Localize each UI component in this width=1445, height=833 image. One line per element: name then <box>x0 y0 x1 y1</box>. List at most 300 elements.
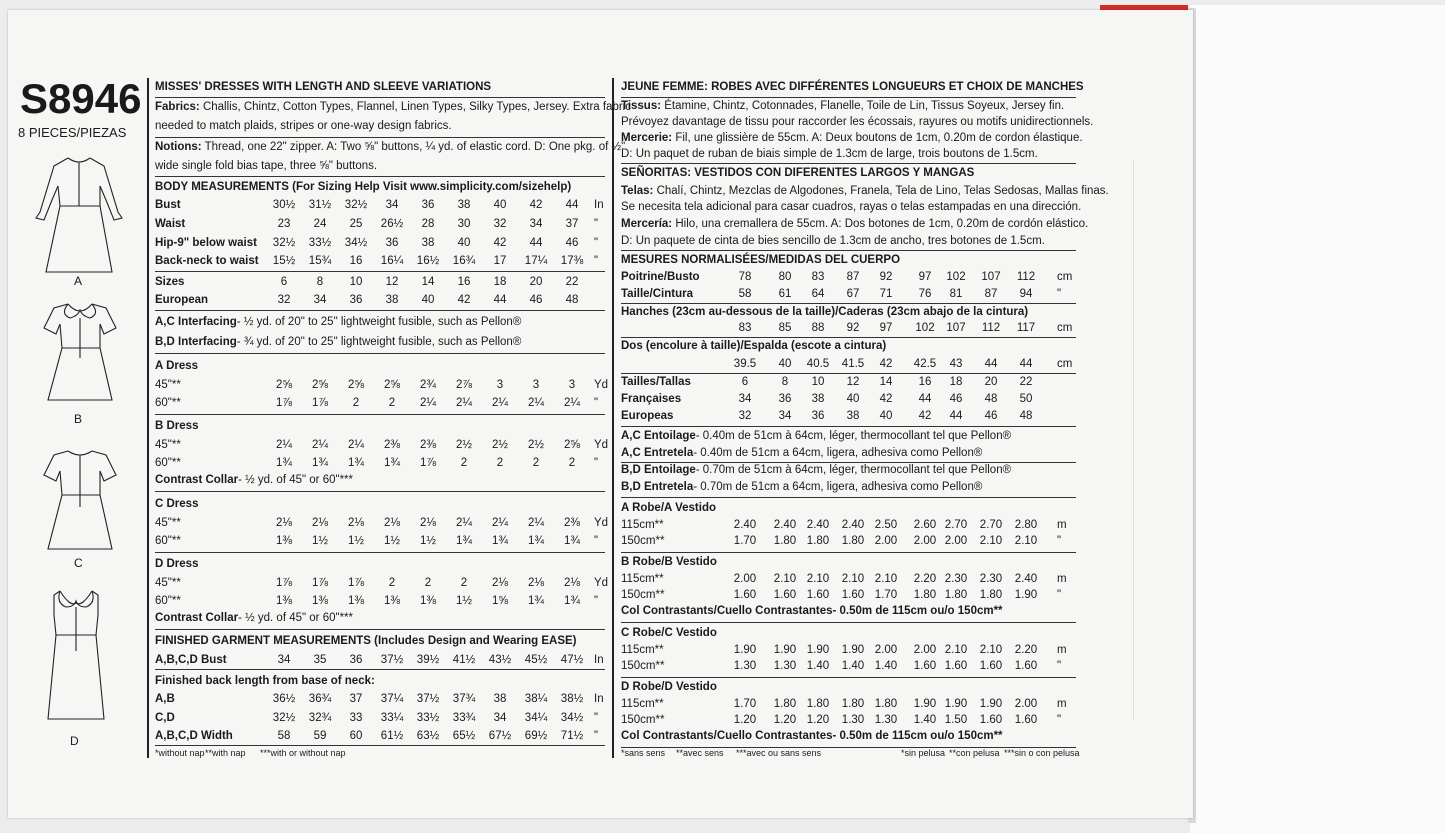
size-value: 18 <box>949 376 963 388</box>
size-value: 2.10 <box>806 573 830 585</box>
size-value: 1⅞ <box>348 577 364 589</box>
size-value: 36¾ <box>308 693 332 705</box>
size-value: 67 <box>846 288 860 300</box>
size-value: 2¼ <box>528 517 544 529</box>
robe-title: C Robe/C Vestido <box>621 627 717 639</box>
size-value: 2¼ <box>312 439 328 451</box>
size-value: 60 <box>349 730 363 742</box>
size-value: 16½ <box>416 255 440 267</box>
size-value: 1.60 <box>913 660 937 672</box>
size-value: 2 <box>568 457 576 469</box>
size-value: 1.70 <box>733 698 757 710</box>
size-value: 33½ <box>308 237 332 249</box>
view-b-drawing <box>38 298 123 404</box>
size-value: 2⅝ <box>564 439 580 451</box>
finished-title: FINISHED GARMENT MEASUREMENTS (Includes Design and Wearing EASE) <box>155 635 577 647</box>
size-value: 40 <box>493 199 507 211</box>
size-value: 48 <box>565 294 579 306</box>
unit-label: Yd <box>594 517 609 529</box>
size-value: 1.80 <box>773 698 797 710</box>
size-value: 2¼ <box>420 397 436 409</box>
divider <box>155 491 605 492</box>
size-value: 92 <box>879 271 893 283</box>
row-label: 60"** <box>155 457 181 469</box>
size-value: 45½ <box>524 654 548 666</box>
size-value: 1¾ <box>528 595 544 607</box>
size-value: 1.90 <box>841 644 865 656</box>
row-label: C,D <box>155 712 175 724</box>
size-value: 2.50 <box>874 519 898 531</box>
hanches-value: 107 <box>946 322 966 334</box>
size-value: 48 <box>1019 410 1033 422</box>
size-value: 3 <box>496 379 504 391</box>
row-label: 115cm** <box>621 519 664 531</box>
row-label: 115cm** <box>621 644 664 656</box>
entoilage-ac-label: A,C Entoilage <box>621 430 696 442</box>
size-value: 42 <box>493 237 507 249</box>
dos-value: 39.5 <box>733 358 757 370</box>
size-value: 34 <box>493 712 507 724</box>
hanches-value: 88 <box>811 322 825 334</box>
size-value: 42 <box>457 294 471 306</box>
divider <box>621 622 1076 623</box>
size-value: 1.90 <box>944 698 968 710</box>
contrast-collar-text: - ½ yd. of 45" or 60"*** <box>238 474 353 486</box>
unit-label: " <box>1057 288 1062 300</box>
size-value: 1.20 <box>806 714 830 726</box>
entoilage-ac <box>621 429 1011 443</box>
divider <box>155 552 605 553</box>
col-contrastants: Col Contrastants/Cuello Contrastantes- 0.50m de 115cm ou/o 150cm** <box>621 730 1003 742</box>
size-value: 1½ <box>312 535 328 547</box>
hanches-title: Hanches (23cm au-dessous de la taille)/Caderas (23cm abajo de la cintura) <box>621 306 1029 318</box>
size-value: 87 <box>846 271 860 283</box>
size-value: 2¼ <box>492 397 508 409</box>
size-value: 2.10 <box>874 573 898 585</box>
view-b-label: B <box>74 412 83 426</box>
body-measurements-title: BODY MEASUREMENTS (For Sizing Help Visit www.simplicity.com/sizehelp) <box>155 181 572 193</box>
size-value: 2½ <box>456 439 472 451</box>
size-value: 2.70 <box>944 519 968 531</box>
size-value: 2.40 <box>733 519 757 531</box>
footnote: **avec sens <box>676 748 724 758</box>
size-value: 20 <box>984 376 998 388</box>
size-value: 38 <box>493 693 507 705</box>
divider <box>621 426 1076 427</box>
unit-label: In <box>594 199 604 211</box>
size-value: 22 <box>1019 376 1033 388</box>
hanches-value: 117 <box>1016 322 1036 334</box>
size-value: 32 <box>277 294 291 306</box>
size-value: 64 <box>811 288 825 300</box>
contrast-collar-label: Contrast Collar <box>155 612 239 624</box>
size-value: 23 <box>277 218 291 230</box>
dos-value: 44 <box>984 358 998 370</box>
interfacing-ac <box>155 315 521 329</box>
view-c-label: C <box>74 556 83 570</box>
unit-label: m <box>1057 573 1067 585</box>
interfacing-bd <box>155 335 521 349</box>
size-value: 2.40 <box>806 519 830 531</box>
row-label: Poitrine/Busto <box>621 271 700 283</box>
dos-value: 41.5 <box>841 358 865 370</box>
size-value: 15¾ <box>308 255 332 267</box>
size-value: 1¾ <box>456 535 472 547</box>
dress-title: D Dress <box>155 558 199 570</box>
tissus-label: Tissus: <box>621 100 662 112</box>
row-label: Tailles/Tallas <box>621 376 691 388</box>
merceria <box>621 217 1088 231</box>
row-label: A,B <box>155 693 175 705</box>
size-value: 1¾ <box>276 457 292 469</box>
size-value: 1.80 <box>841 535 865 547</box>
robe-title: B Robe/B Vestido <box>621 556 717 568</box>
middle-column-rule <box>612 78 614 758</box>
size-value: 1.60 <box>1014 660 1038 672</box>
size-value: 2¼ <box>456 517 472 529</box>
size-value: 67½ <box>488 730 512 742</box>
size-value: 31½ <box>308 199 332 211</box>
footnote: ***sin o con pelusa <box>1004 748 1080 758</box>
entretela-bd <box>621 480 982 494</box>
size-value: 102 <box>946 271 966 283</box>
unit-label: m <box>1057 644 1067 656</box>
size-value: 2⅛ <box>384 517 400 529</box>
tissus-line-2: Prévoyez davantage de tissu pour raccorder les écossais, rayures ou motifs unidirectionnels. <box>621 116 1094 128</box>
size-value: 33¼ <box>380 712 404 724</box>
size-value: 2.20 <box>913 573 937 585</box>
size-value: 2.80 <box>1014 519 1038 531</box>
size-value: 3 <box>532 379 540 391</box>
size-value: 2.10 <box>979 535 1003 547</box>
unit-label: In <box>594 654 604 666</box>
envelope-flap <box>1190 5 1445 833</box>
size-value: 1.90 <box>806 644 830 656</box>
telas-line-2: Se necesita tela adicional para casar cuadros, rayas o telas estampadas en una dirección. <box>621 201 1082 213</box>
size-value: 36½ <box>272 693 296 705</box>
size-value: 2.00 <box>944 535 968 547</box>
size-value: 36 <box>349 294 363 306</box>
row-label: A,B,C,D Width <box>155 730 233 742</box>
hanches-value: 83 <box>738 322 752 334</box>
size-value: 2.00 <box>874 644 898 656</box>
size-value: 34½ <box>560 712 584 724</box>
row-label: 60"** <box>155 595 181 607</box>
size-value: 50 <box>1019 393 1033 405</box>
size-value: 1.30 <box>874 714 898 726</box>
size-value: 37 <box>565 218 579 230</box>
size-value: 34 <box>529 218 543 230</box>
size-value: 44 <box>565 199 579 211</box>
size-value: 37½ <box>380 654 404 666</box>
contrast-collar-text: - ½ yd. of 45" or 60"*** <box>238 612 353 624</box>
size-value: 1.90 <box>979 698 1003 710</box>
divider <box>621 497 1076 498</box>
size-value: 36 <box>349 654 363 666</box>
size-value: 18 <box>493 276 507 288</box>
tissus <box>621 99 1064 113</box>
unit-label: " <box>594 535 599 547</box>
size-value: 1½ <box>420 535 436 547</box>
size-value: 2¼ <box>564 397 580 409</box>
size-value: 2 <box>388 577 396 589</box>
row-label: 150cm** <box>621 535 665 547</box>
fabrics-line <box>155 100 631 114</box>
robe-title: D Robe/D Vestido <box>621 681 717 693</box>
size-value: 1.40 <box>806 660 830 672</box>
size-value: 35 <box>313 654 327 666</box>
size-value: 2.60 <box>913 519 937 531</box>
size-value: 33½ <box>416 712 440 724</box>
notions-text: Thread, one 22" zipper. A: Two ⅝" buttons, ¼ yd. of elastic cord. D: One pkg. of ½" <box>201 141 626 153</box>
mercerie <box>621 131 1083 145</box>
size-value: 33¾ <box>452 712 476 724</box>
unit-label: Yd <box>594 577 609 589</box>
title-divider <box>621 97 1076 98</box>
size-value: 12 <box>385 276 399 288</box>
size-value: 2⅛ <box>420 517 436 529</box>
size-value: 40 <box>457 237 471 249</box>
size-value: 32¾ <box>308 712 332 724</box>
size-value: 2.00 <box>874 535 898 547</box>
size-value: 1.90 <box>733 644 757 656</box>
size-value: 76 <box>918 288 932 300</box>
entretela-bd-label: B,D Entretela <box>621 481 694 493</box>
row-label: Waist <box>155 218 186 230</box>
size-value: 1.40 <box>841 660 865 672</box>
size-value: 2.40 <box>773 519 797 531</box>
size-value: 83 <box>811 271 825 283</box>
size-value: 1½ <box>384 535 400 547</box>
size-value: 2⅛ <box>492 577 508 589</box>
size-value: 30½ <box>272 199 296 211</box>
unit-label: " <box>594 712 599 724</box>
size-value: 61 <box>778 288 792 300</box>
size-value: 1.60 <box>806 589 830 601</box>
size-value: 43½ <box>488 654 512 666</box>
divider <box>155 271 605 272</box>
size-value: 40 <box>879 410 893 422</box>
dos-value: 40 <box>778 358 792 370</box>
size-value: 1.60 <box>944 660 968 672</box>
size-value: 1.80 <box>773 535 797 547</box>
size-value: 17 <box>493 255 507 267</box>
telas <box>621 184 1109 198</box>
divider <box>155 137 605 138</box>
dos-value: 42.5 <box>913 358 937 370</box>
row-label: Sizes <box>155 276 185 288</box>
size-value: 1⅝ <box>492 595 508 607</box>
divider <box>155 745 605 746</box>
size-value: 1.60 <box>1014 714 1038 726</box>
interfacing-bd-text: - ¾ yd. of 20" to 25" lightweight fusible, such as Pellon® <box>236 336 522 348</box>
size-value: 2.30 <box>979 573 1003 585</box>
divider <box>621 373 1076 374</box>
view-c-drawing <box>38 445 123 553</box>
size-value: 32½ <box>272 237 296 249</box>
merceria-label: Mercería: <box>621 218 673 230</box>
telas-text: Chalí, Chintz, Mezclas de Algodones, Franela, Tela de Lino, Telas Sedosas, Mallas finas. <box>653 185 1109 197</box>
dos-value: 43 <box>949 358 963 370</box>
size-value: 2.70 <box>979 519 1003 531</box>
size-value: 17¼ <box>524 255 548 267</box>
size-value: 44 <box>493 294 507 306</box>
divider <box>155 176 605 177</box>
size-value: 10 <box>811 376 825 388</box>
size-value: 1.70 <box>733 535 757 547</box>
size-value: 1.80 <box>806 698 830 710</box>
size-value: 107 <box>981 271 1001 283</box>
size-value: 2.10 <box>1014 535 1038 547</box>
size-value: 33 <box>349 712 363 724</box>
unit-label: Yd <box>594 439 609 451</box>
size-value: 36 <box>811 410 825 422</box>
size-value: 2½ <box>528 439 544 451</box>
row-label: Bust <box>155 199 181 211</box>
size-value: 1.60 <box>979 660 1003 672</box>
size-value: 16¼ <box>380 255 404 267</box>
size-value: 42 <box>879 393 893 405</box>
dos-title: Dos (encolure à taille)/Espalda (escote a cintura) <box>621 340 887 352</box>
size-value: 14 <box>879 376 893 388</box>
mercerie-text: Fil, une glissière de 55cm. A: Deux boutons de 1cm, 0.20m de cordon élastique. <box>672 132 1083 144</box>
interfacing-bd-label: B,D Interfacing <box>155 336 237 348</box>
size-value: 44 <box>918 393 932 405</box>
size-value: 2 <box>496 457 504 469</box>
row-label: 150cm** <box>621 660 665 672</box>
size-value: 1.20 <box>733 714 757 726</box>
size-value: 2⅞ <box>456 379 472 391</box>
fold-line <box>1133 160 1134 720</box>
size-value: 10 <box>349 276 363 288</box>
size-value: 46 <box>984 410 998 422</box>
size-value: 39½ <box>416 654 440 666</box>
size-value: 38 <box>811 393 825 405</box>
size-value: 34¼ <box>524 712 548 724</box>
col-contrastants: Col Contrastants/Cuello Contrastantes- 0.50m de 115cm ou/o 150cm** <box>621 605 1003 617</box>
size-value: 1⅞ <box>420 457 436 469</box>
contrast-collar <box>155 611 353 625</box>
size-value: 1.60 <box>773 589 797 601</box>
size-value: 97 <box>918 271 932 283</box>
size-value: 2⅜ <box>384 439 400 451</box>
size-value: 2¼ <box>348 439 364 451</box>
size-value: 69½ <box>524 730 548 742</box>
size-value: 2.40 <box>1014 573 1038 585</box>
view-a-label: A <box>74 274 83 288</box>
row-label: Europeas <box>621 410 674 422</box>
size-value: 44 <box>529 237 543 249</box>
size-value: 1.30 <box>773 660 797 672</box>
entretela-ac-label: A,C Entretela <box>621 447 694 459</box>
size-value: 1.20 <box>773 714 797 726</box>
row-label: 115cm** <box>621 698 664 710</box>
unit-label: cm <box>1057 271 1073 283</box>
size-value: 1.80 <box>874 698 898 710</box>
size-value: 37¼ <box>380 693 404 705</box>
divider <box>621 677 1076 678</box>
size-value: 1.40 <box>913 714 937 726</box>
size-value: 59 <box>313 730 327 742</box>
divider <box>155 353 605 354</box>
size-value: 32 <box>493 218 507 230</box>
size-value: 2¾ <box>420 379 436 391</box>
size-value: 46 <box>565 237 579 249</box>
size-value: 1.60 <box>841 589 865 601</box>
divider <box>621 163 1076 164</box>
size-value: 1.80 <box>841 698 865 710</box>
unit-label: " <box>1057 589 1062 601</box>
interfacing-ac-text: - ½ yd. of 20" to 25" lightweight fusible, such as Pellon® <box>236 316 522 328</box>
divider <box>621 337 1076 338</box>
size-value: 34½ <box>344 237 368 249</box>
size-value: 1⅜ <box>348 595 364 607</box>
size-value: 46 <box>949 393 963 405</box>
unit-label: " <box>594 397 599 409</box>
size-value: 1⅞ <box>312 397 328 409</box>
entretela-ac <box>621 446 982 460</box>
size-value: 2⅛ <box>528 577 544 589</box>
size-value: 22 <box>565 276 579 288</box>
unit-label: In <box>594 693 604 705</box>
unit-label: cm <box>1057 358 1073 370</box>
footnote: ***with or without nap <box>260 748 346 758</box>
dos-value: 42 <box>879 358 893 370</box>
size-value: 1.80 <box>806 535 830 547</box>
size-value: 63½ <box>416 730 440 742</box>
robe-title: A Robe/A Vestido <box>621 502 716 514</box>
row-label: 45"** <box>155 517 181 529</box>
row-label: 115cm** <box>621 573 664 585</box>
dos-value: 40.5 <box>806 358 830 370</box>
size-value: 16 <box>457 276 471 288</box>
view-a-drawing <box>32 152 127 277</box>
size-value: 2 <box>388 397 396 409</box>
size-value: 2.00 <box>913 644 937 656</box>
size-value: 34 <box>778 410 792 422</box>
size-value: 2 <box>424 577 432 589</box>
size-value: 80 <box>778 271 792 283</box>
mesures-title: MESURES NORMALISÉES/MEDIDAS DEL CUERPO <box>621 254 901 266</box>
size-value: 94 <box>1019 288 1033 300</box>
size-value: 2⅜ <box>420 439 436 451</box>
size-value: 6 <box>741 376 749 388</box>
row-label: A,B,C,D Bust <box>155 654 227 666</box>
row-label: 150cm** <box>621 589 665 601</box>
size-value: 1.80 <box>944 589 968 601</box>
left-column-rule <box>147 78 149 758</box>
size-value: 1¾ <box>348 457 364 469</box>
divider <box>621 303 1076 304</box>
size-value: 48 <box>984 393 998 405</box>
footnote: ***avec ou sans sens <box>736 748 822 758</box>
size-value: 1⅜ <box>276 535 292 547</box>
size-value: 1.80 <box>979 589 1003 601</box>
size-value: 14 <box>421 276 435 288</box>
row-label: Hip-9" below waist <box>155 237 257 249</box>
view-d-label: D <box>70 734 79 748</box>
size-value: 2⅜ <box>564 517 580 529</box>
hanches-value: 102 <box>915 322 935 334</box>
size-value: 1.90 <box>913 698 937 710</box>
row-label: 45"** <box>155 439 181 451</box>
notions-line <box>155 140 625 154</box>
fabrics-label: Fabrics: <box>155 101 200 113</box>
size-value: 71 <box>879 288 893 300</box>
size-value: 36 <box>778 393 792 405</box>
size-value: 3 <box>568 379 576 391</box>
size-value: 1¾ <box>384 457 400 469</box>
